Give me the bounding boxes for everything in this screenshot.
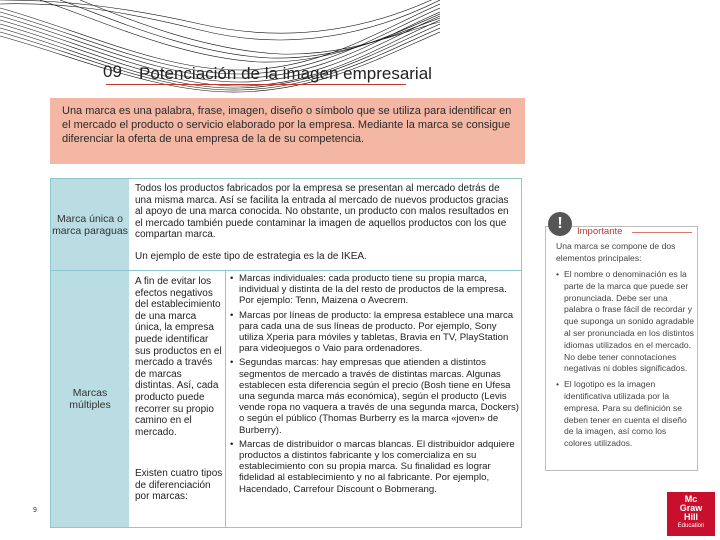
list-item: • Marcas individuales: cada producto tiene su propia marca, individual y distinta de la del resto de productos de la empresa. Por ejemplo: Tenn, Maizena o Avecrem. <box>229 273 519 310</box>
row-divider <box>129 270 521 271</box>
brand-types-list <box>229 273 519 498</box>
column-divider <box>225 271 226 527</box>
chapter-number: 09 <box>103 62 122 81</box>
list-item: • El nombre o denominación es la parte de la marca que puede ser pronunciada. Debe ser una palabra o frase fácil de recordar y que suponga un sonido agradable al ser pronunciada en los distintos idiomas utilizados en el mercado. No debe tener connotaciones negativas ni dobles significados. <box>556 269 694 379</box>
definition-box <box>50 98 525 164</box>
multiple-brands-intro: A fin de evitar los efectos negativos del establecimiento de una marca única, la empresa puede identificar sus productos en el mercado a través de marcas distintas. Así, cada producto puede recorrer su propio camino en el mercado. <box>135 276 222 438</box>
list-item: • El logotipo es la imagen identificativa utilizada por la empresa. Para su definición se deben tener en cuenta el diseño de la imagen, así como los colores utilizados. <box>556 379 694 454</box>
logo-line: Graw <box>679 503 703 513</box>
logo-line: Mc <box>684 494 698 504</box>
multiple-brands-types-intro: Existen cuatro tipos de diferenciación por marcas: <box>135 468 223 503</box>
list-item: • Marcas por líneas de producto: la empresa establece una marca para cada una de sus líneas de producto. Por ejemplo, Sony utiliza Xperia para móviles y tabletas, Bravia en TV, PlayStation para videojuegos o Vaio para ordenadores. <box>229 310 519 358</box>
exclamation-icon: ! <box>548 212 572 236</box>
list-item: • Segundas marcas: hay empresas que atienden a distintos segmentos de mercado a través de distintas marcas. Algunas establecen esta diferencia según el precio (Bosh tiene en Ufesa una segunda marca más económica), según el producto (Levis vende ropa no vaquera a través de una segunda marca, Dockers) o según el público (Thomas Burberry es la marca «joven» de Burberry). <box>229 357 519 438</box>
logo-line: Education <box>677 523 705 529</box>
single-brand-description: Todos los productos fabricados por la empresa se presentan al mercado detrás de una misma marca. Así se facilita la entrada al mercado de nuevos productos gracias al apoyo de una marca conocida. No obstante, un producto con malos resultados en el mercado también puede contaminar la imagen de aquellos productos con los que compartan marca. <box>135 183 509 241</box>
single-brand-example: Un ejemplo de este tipo de estrategia es la de IKEA. <box>135 251 367 262</box>
page-title: Potenciación de la imagen empresarial <box>139 64 432 83</box>
important-title-rule <box>632 232 692 233</box>
brand-strategy-table <box>50 178 522 528</box>
important-title: Importante <box>577 226 623 237</box>
important-intro: Una marca se compone de dos elementos principales: <box>556 241 676 263</box>
single-brand-label: Marca única o marca paraguas <box>51 179 129 271</box>
publisher-logo <box>667 492 715 536</box>
decorative-wave-pattern <box>0 0 440 110</box>
list-item: • Marcas de distribuidor o marcas blancas. El distribuidor adquiere productos a distintos fabricante y los comercializa en su establecimiento con su propia marca. Su finalidad es lograr fidelidad al establecimiento y no al fabricante. Por ejemplo, Hacendado, Carrefour Discount o Bobmerang. <box>229 439 519 498</box>
title-underline <box>106 84 406 85</box>
definition-text: Una marca es una palabra, frase, imagen, diseño o símbolo que se utiliza para identificar en el mercado el producto o servicio elaborado por la empresa. Mediante la marca se consigue diferenciar la oferta de una empresa de la de su competencia. <box>62 105 512 145</box>
table-label-column <box>51 179 129 527</box>
important-list <box>556 269 694 454</box>
page-number: 9 <box>33 507 37 514</box>
multiple-brands-label: Marcas múltiples <box>69 387 111 411</box>
logo-line: Hill <box>683 512 698 522</box>
